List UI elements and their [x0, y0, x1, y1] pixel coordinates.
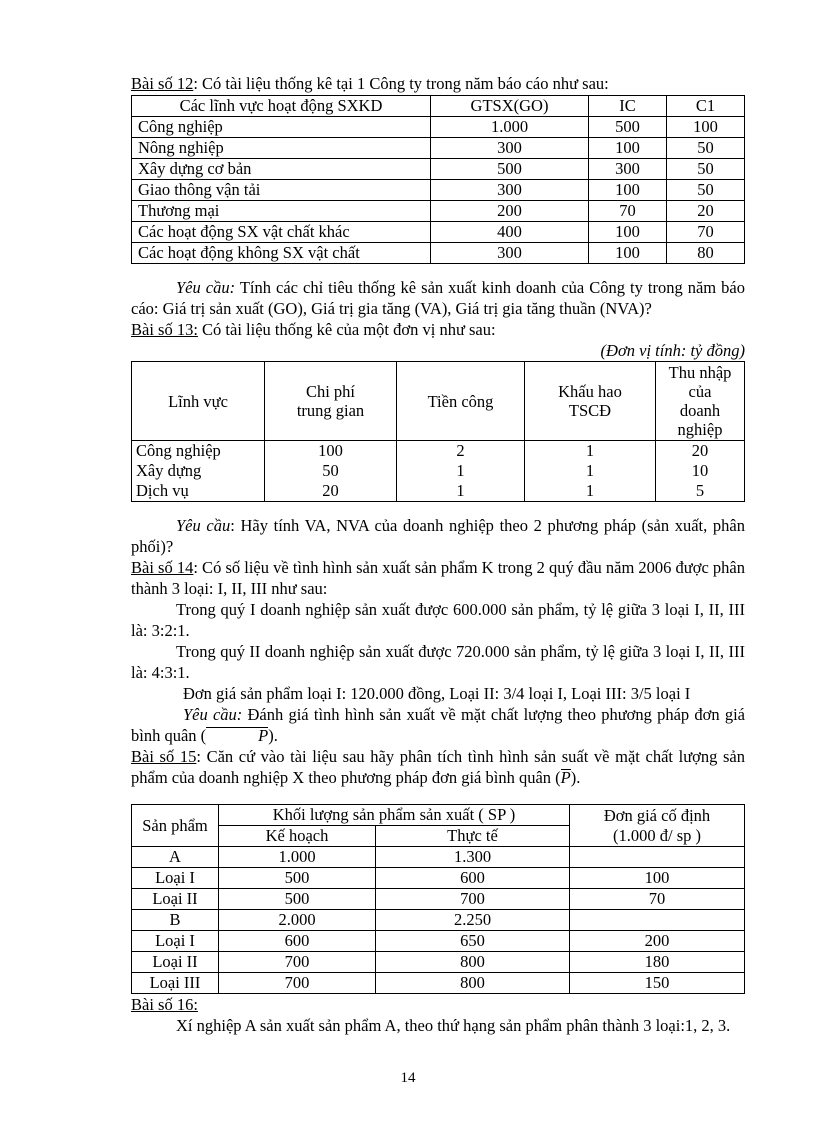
table-cell: 1 — [525, 441, 656, 462]
table-cell — [570, 847, 745, 868]
requirement-label: Yêu cầu — [176, 516, 231, 535]
table-cell: 2.000 — [219, 910, 376, 931]
table-cell: 100 — [667, 117, 745, 138]
table-header: Khối lượng sản phẩm sản xuất ( SP ) — [219, 805, 570, 826]
table-header: IC — [589, 96, 667, 117]
table-cell: 20 — [656, 441, 745, 462]
table-cell: 600 — [376, 868, 570, 889]
table-cell: Xây dựng — [132, 461, 265, 481]
requirement-text: Đánh giá tình hình sản xuất về mặt chất lượng theo phương pháp đơn giá bình quân ( — [131, 705, 745, 745]
table-cell: 100 — [265, 441, 397, 462]
table-cell: 2 — [397, 441, 525, 462]
table-cell: 1.000 — [219, 847, 376, 868]
table-row — [132, 910, 745, 931]
ex13-heading — [131, 319, 745, 340]
table-header: Thực tế — [376, 826, 570, 847]
table-cell: 50 — [667, 138, 745, 159]
table-cell: 50 — [667, 180, 745, 201]
table-cell: 70 — [667, 222, 745, 243]
ex16-heading — [131, 994, 745, 1015]
table-cell: 70 — [570, 889, 745, 910]
table-cell: 300 — [589, 159, 667, 180]
table-cell: 80 — [667, 243, 745, 264]
ex14-paragraph: Trong quý II doanh nghiệp sản xuất được 720.000 sản phẩm, tỷ lệ giữa 3 loại I, II, III là: 4:3:1. — [131, 642, 745, 682]
table-cell: 100 — [589, 180, 667, 201]
table-cell: B — [132, 910, 219, 931]
table-cell: 150 — [570, 973, 745, 994]
ex13-table — [131, 361, 745, 502]
table-cell: 300 — [431, 243, 589, 264]
table-row — [132, 889, 745, 910]
table-cell: 300 — [431, 138, 589, 159]
table-row — [132, 159, 745, 180]
table-header: Tiền công — [397, 362, 525, 441]
ex14-label: Bài số 14 — [131, 558, 194, 577]
table-cell: 300 — [431, 180, 589, 201]
table-cell: 500 — [219, 889, 376, 910]
table-header: C1 — [667, 96, 745, 117]
table-cell: 100 — [589, 243, 667, 264]
ex12-requirement — [131, 277, 745, 319]
ex13-label: Bài số 13: — [131, 320, 198, 339]
table-cell — [570, 910, 745, 931]
table-cell: Loại I — [132, 931, 219, 952]
table-row — [132, 461, 745, 481]
table-cell: 500 — [589, 117, 667, 138]
table-cell: Loại I — [132, 868, 219, 889]
table-cell: 50 — [667, 159, 745, 180]
table-header: Sản phẩm — [132, 805, 219, 847]
ex13-requirement — [131, 515, 745, 557]
table-cell: Loại II — [132, 952, 219, 973]
table-row — [132, 441, 745, 462]
table-cell: Dịch vụ — [132, 481, 265, 502]
table-cell: 1 — [525, 461, 656, 481]
table-cell: A — [132, 847, 219, 868]
table-header-row — [132, 805, 745, 826]
table-row — [132, 138, 745, 159]
table-header: Chi phí trung gian — [265, 362, 397, 441]
p-bar-symbol: P — [206, 725, 268, 746]
requirement-text: : Hãy tính VA, NVA của doanh nghiệp theo 2 phương pháp (sản xuất, phân phối)? — [131, 516, 745, 556]
ex15-label: Bài số 15 — [131, 747, 197, 766]
table-cell: Các hoạt động không SX vật chất — [132, 243, 431, 264]
table-row — [132, 243, 745, 264]
ex15-intro-end: ). — [570, 768, 581, 787]
ex15-table — [131, 804, 745, 994]
table-header: Kế hoạch — [219, 826, 376, 847]
ex15-intro: : Căn cứ vào tài liệu sau hãy phân tích tình hình sản suất về mặt chất lượng sản phẩm của doanh nghiệp X theo phương pháp đơn giá bình quân ( — [131, 747, 745, 787]
ex15-heading — [131, 746, 745, 788]
table-cell: 650 — [376, 931, 570, 952]
table-cell: 100 — [589, 138, 667, 159]
table-cell: Xây dựng cơ bản — [132, 159, 431, 180]
table-cell: 100 — [570, 868, 745, 889]
table-cell: 200 — [431, 201, 589, 222]
table-cell: 600 — [219, 931, 376, 952]
ex16-paragraph: Xí nghiệp A sản xuất sản phẩm A, theo thứ hạng sản phẩm phân thành 3 loại:1, 2, 3. — [176, 1016, 731, 1035]
table-header-row — [132, 362, 745, 441]
unit-note: (Đơn vị tính: tỷ đồng) — [600, 341, 745, 360]
table-cell: 700 — [219, 973, 376, 994]
table-row — [132, 868, 745, 889]
table-header: Thu nhập của doanh nghiệp — [656, 362, 745, 441]
table-header: Khấu hao TSCĐ — [525, 362, 656, 441]
table-cell: 200 — [570, 931, 745, 952]
table-row — [132, 117, 745, 138]
table-cell: 1 — [397, 481, 525, 502]
table-row — [132, 481, 745, 502]
table-header: Lĩnh vực — [132, 362, 265, 441]
ex12-table — [131, 95, 745, 264]
table-cell: 1 — [397, 461, 525, 481]
table-cell: Nông nghiệp — [132, 138, 431, 159]
ex14-requirement — [131, 704, 745, 746]
table-cell: 400 — [431, 222, 589, 243]
ex14-heading — [131, 557, 745, 599]
table-header: GTSX(GO) — [431, 96, 589, 117]
table-row — [132, 973, 745, 994]
table-header-row — [132, 96, 745, 117]
table-cell: 10 — [656, 461, 745, 481]
table-cell: Thương mại — [132, 201, 431, 222]
table-cell: 5 — [656, 481, 745, 502]
page-content — [131, 73, 745, 1036]
requirement-text: Tính các chỉ tiêu thống kê sản xuất kinh doanh của Công ty trong năm báo cáo: Giá trị sản xuất (GO), Giá trị gia tăng (VA), Giá trị gia tăng thuần (NVA)? — [131, 278, 745, 318]
ex14-intro: : Có số liệu về tình hình sản xuất sản phẩm K trong 2 quý đầu năm 2006 được phân thành 3 loại: I, II, III như sau: — [131, 558, 745, 598]
requirement-end: ). — [268, 726, 278, 745]
table-row — [132, 931, 745, 952]
table-cell: 500 — [431, 159, 589, 180]
table-cell: 1.300 — [376, 847, 570, 868]
table-cell: Công nghiệp — [132, 117, 431, 138]
table-cell: 2.250 — [376, 910, 570, 931]
table-cell: Loại II — [132, 889, 219, 910]
ex12-intro: : Có tài liệu thống kê tại 1 Công ty trong năm báo cáo như sau: — [193, 74, 609, 93]
ex16-label: Bài số 16: — [131, 995, 198, 1014]
table-cell: 50 — [265, 461, 397, 481]
table-header: Đơn giá cố định (1.000 đ/ sp ) — [570, 805, 745, 847]
table-cell: 20 — [667, 201, 745, 222]
page-number: 14 — [400, 1070, 416, 1086]
table-header: Các lĩnh vực hoạt động SXKD — [132, 96, 431, 117]
table-row — [132, 180, 745, 201]
ex12-heading — [131, 73, 745, 94]
requirement-label: Yêu cầu: — [183, 705, 243, 724]
table-cell: Công nghiệp — [132, 441, 265, 462]
table-cell: Các hoạt động SX vật chất khác — [132, 222, 431, 243]
ex13-intro: Có tài liệu thống kê của một đơn vị như sau: — [197, 320, 496, 339]
table-cell: 1.000 — [431, 117, 589, 138]
table-cell: 20 — [265, 481, 397, 502]
table-cell: 100 — [589, 222, 667, 243]
table-cell: 800 — [376, 973, 570, 994]
ex14-paragraph: Trong quý I doanh nghiệp sản xuất được 600.000 sản phẩm, tỷ lệ giữa 3 loại I, II, III là: 3:2:1. — [131, 600, 745, 640]
p-bar-symbol: P — [560, 768, 571, 787]
table-cell: Giao thông vận tải — [132, 180, 431, 201]
table-cell: 70 — [589, 201, 667, 222]
requirement-label: Yêu cầu: — [176, 278, 236, 297]
table-cell: 700 — [219, 952, 376, 973]
ex14-paragraph: Đơn giá sản phẩm loại I: 120.000 đồng, Loại II: 3/4 loại I, Loại III: 3/5 loại I — [183, 684, 691, 703]
table-cell: Loại III — [132, 973, 219, 994]
table-cell: 800 — [376, 952, 570, 973]
table-row — [132, 847, 745, 868]
table-cell: 500 — [219, 868, 376, 889]
table-row — [132, 952, 745, 973]
table-cell: 1 — [525, 481, 656, 502]
table-cell: 700 — [376, 889, 570, 910]
ex12-label: Bài số 12 — [131, 74, 194, 93]
table-row — [132, 222, 745, 243]
table-cell: 180 — [570, 952, 745, 973]
table-row — [132, 201, 745, 222]
